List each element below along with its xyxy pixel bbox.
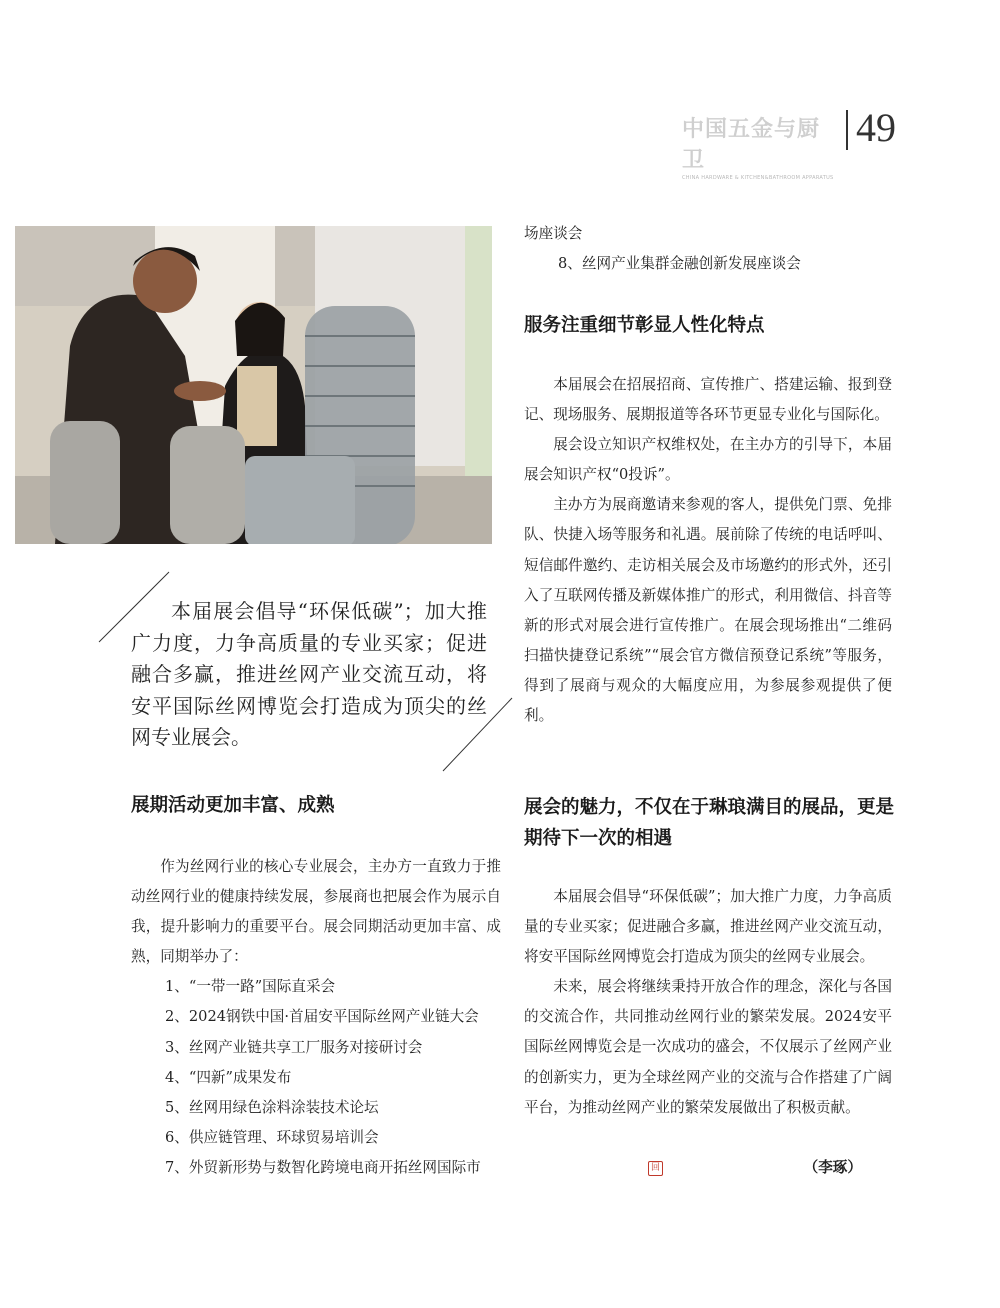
header-divider	[846, 110, 848, 150]
event-item-8: 8、丝网产业集群金融创新发展座谈会	[558, 255, 801, 273]
item-7-continuation: 场座谈会	[524, 225, 583, 242]
event-item-7: 7、外贸新形势与数智化跨境电商开拓丝网国际市	[165, 1158, 481, 1176]
exhibition-photo	[15, 226, 492, 544]
signature-line	[644, 1153, 892, 1183]
author-credit: （李琢）	[803, 1159, 862, 1176]
event-item-4: 4、“四新”成果发布	[165, 1068, 292, 1086]
right-heading-service: 服务注重细节彰显人性化特点	[524, 315, 765, 336]
right-column-service	[524, 370, 892, 731]
event-item-5: 5、丝网用绿色涂料涂装技术论坛	[165, 1098, 379, 1116]
right-heading-charm: 展会的魅力，不仅在于琳琅满目的展品，更是期待下一次的相遇	[524, 797, 895, 849]
right-column-closing	[524, 882, 892, 1123]
event-item-1: 1、“一带一路”国际直采会	[165, 978, 336, 996]
logo-english: CHINA HARDWARE & KITCHEN&BATHROOM APPARATUS	[682, 175, 834, 181]
service-paragraph-2: 展会设立知识产权维权处，在主办方的引导下，本届展会知识产权“0投诉”。	[524, 436, 892, 484]
pullquote	[131, 596, 487, 754]
page-header	[682, 105, 922, 181]
pullquote-text: 本届展会倡导“环保低碳”；加大推广力度，力争高质量的专业买家；促进融合多赢，推进丝网产业交流互动，将安平国际丝网博览会打造成为顶尖的丝网专业展会。	[131, 599, 487, 749]
end-seal-icon: 回	[648, 1161, 663, 1176]
event-item-6: 6、供应链管理、环球贸易培训会	[165, 1128, 379, 1146]
left-intro: 作为丝网行业的核心专业展会，主办方一直致力于推动丝网行业的健康持续发展，参展商也把展会作为展示自我，提升影响力的重要平台。展会同期活动更加丰富、成熟，同期举办了：	[131, 858, 501, 966]
service-paragraph-1: 本届展会在招展招商、宣传推广、搭建运输、报到登记、现场服务、展期报道等各环节更显专业化与国际化。	[524, 376, 892, 424]
closing-paragraph-2: 未来，展会将继续秉持开放合作的理念，深化与各国的交流合作，共同推动丝网行业的繁荣发展。2024安平国际丝网博览会是一次成功的盛会，不仅展示了丝网产业的创新实力，更为全球丝网产业的交流与合作搭建了广阔平台，为推动丝网产业的繁荣发展做出了积极贡献。	[524, 978, 892, 1116]
pullquote-diagonal-bottom	[440, 696, 515, 774]
closing-paragraph-1: 本届展会倡导“环保低碳”；加大推广力度，力争高质量的专业买家；促进融合多赢，推进丝网产业交流互动，将安平国际丝网博览会打造成为顶尖的丝网专业展会。	[524, 888, 892, 966]
logo-chinese: 中国五金与厨卫	[682, 117, 821, 173]
magazine-logo	[682, 112, 832, 181]
left-heading: 展期活动更加丰富、成熟	[131, 795, 335, 816]
service-paragraph-3: 主办方为展商邀请来参观的客人，提供免门票、免排队、快捷入场等服务和礼遇。展前除了传统的电话呼叫、短信邮件邀约、走访相关展会及市场邀约的形式外，还引入了互联网传播及新媒体推广的形式，利用微信、抖音等新的形式对展会进行宣传推广。在展会现场推出“二维码扫描快捷登记系统”“展会官方微信预登记系统”等服务，得到了展商与观众的大幅度应用，为参展参观提供了便利。	[524, 496, 892, 725]
page-number: 49	[856, 105, 896, 150]
left-column	[131, 852, 501, 1183]
right-column-top	[524, 219, 892, 279]
event-item-3: 3、丝网产业链共享工厂服务对接研讨会	[165, 1038, 423, 1056]
event-item-2: 2、2024钢铁中国·首届安平国际丝网产业链大会	[165, 1008, 479, 1026]
